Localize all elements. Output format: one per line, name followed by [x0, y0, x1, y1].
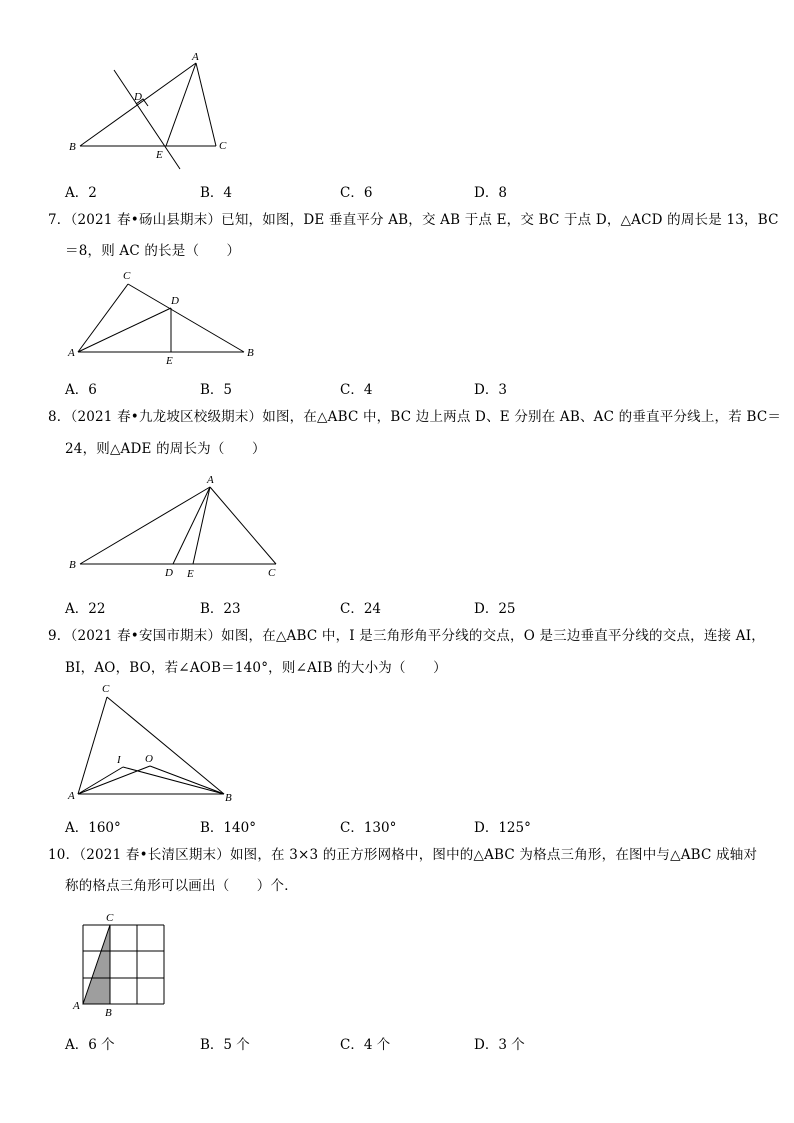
q8-option-c[interactable]: C．24	[340, 601, 382, 617]
fig10-label-b: B	[105, 1007, 112, 1019]
q9-option-a[interactable]: A．160°	[65, 820, 121, 836]
fig7-label-b: B	[247, 347, 254, 359]
fig9-label-i: I	[117, 754, 121, 766]
q7-option-a[interactable]: A．6	[65, 382, 97, 398]
q7-option-b[interactable]: B．5	[200, 382, 233, 398]
fig9-label-b: B	[225, 792, 232, 804]
q8-option-a[interactable]: A．22	[65, 601, 106, 617]
fig10-triangle-abc	[83, 925, 110, 1004]
fig7-label-c: C	[123, 270, 131, 282]
fig6-label-a: A	[192, 51, 199, 63]
q9-option-d[interactable]: D．125°	[474, 820, 531, 836]
fig7-label-e: E	[166, 355, 173, 367]
q7-option-d[interactable]: D．3	[474, 382, 507, 398]
q10-stem-line1: 10．（2021 春•长清区期末）如图，在 3×3 的正方形网格中，图中的△ABC 为格点三角形，在图中与△ABC 成轴对	[48, 847, 758, 863]
q8-stem-line1: 8．（2021 春•九龙坡区校级期末）如图，在△ABC 中，BC 边上两点 D、E 分别在 AB、AC 的垂直平分线上，若 BC＝	[48, 409, 782, 425]
q9-option-c[interactable]: C．130°	[340, 820, 397, 836]
q8-option-b[interactable]: B．23	[200, 601, 241, 617]
fig9-label-a: A	[68, 790, 75, 802]
q10-option-a[interactable]: A．6 个	[65, 1037, 115, 1053]
q7-stem-line1: 7．（2021 春•砀山县期末）已知，如图，DE 垂直平分 AB，交 AB 于点 E，交 BC 于点 D，△ACD 的周长是 13，BC	[48, 212, 779, 228]
fig7-label-a: A	[68, 347, 75, 359]
q9-stem-line2: BI，AO，BO，若∠AOB＝140°，则∠AIB 的大小为（ ）	[65, 660, 447, 676]
fig6-label-e: E	[156, 149, 163, 161]
fig8-label-a: A	[207, 474, 214, 486]
q10-stem-line2: 称的格点三角形可以画出（ ）个．	[65, 878, 298, 894]
q8-stem-line2: 24，则△ADE 的周长为（ ）	[65, 441, 266, 457]
q6-option-c[interactable]: C．6	[340, 185, 373, 201]
fig8-label-d: D	[165, 567, 173, 579]
q6-option-d[interactable]: D．8	[474, 185, 507, 201]
fig6-label-d: D	[134, 91, 142, 103]
fig8-label-e: E	[187, 568, 194, 580]
q6-option-a[interactable]: A．2	[65, 185, 97, 201]
fig9-label-c: C	[102, 683, 110, 695]
q10-option-b[interactable]: B．5 个	[200, 1037, 250, 1053]
fig6-label-b: B	[69, 141, 76, 153]
q9-option-b[interactable]: B．140°	[200, 820, 256, 836]
q9-stem-line1: 9．（2021 春•安国市期末）如图，在△ABC 中，I 是三角形角平分线的交点，O 是三边垂直平分线的交点，连接 AI，	[48, 628, 765, 644]
fig8-label-c: C	[268, 567, 276, 579]
q8-option-d[interactable]: D．25	[474, 601, 516, 617]
fig7-label-d: D	[171, 295, 179, 307]
fig10-label-a: A	[73, 1000, 80, 1012]
q10-option-c[interactable]: C．4 个	[340, 1037, 391, 1053]
q7-stem-line2: ＝8，则 AC 的长是（ ）	[65, 243, 241, 259]
fig6-label-c: C	[219, 140, 227, 152]
q7-option-c[interactable]: C．4	[340, 382, 373, 398]
fig9-label-o: O	[145, 753, 153, 765]
q6-option-b[interactable]: B．4	[200, 185, 233, 201]
fig10-label-c: C	[106, 912, 114, 924]
q10-option-d[interactable]: D．3 个	[474, 1037, 525, 1053]
fig8-label-b: B	[69, 559, 76, 571]
